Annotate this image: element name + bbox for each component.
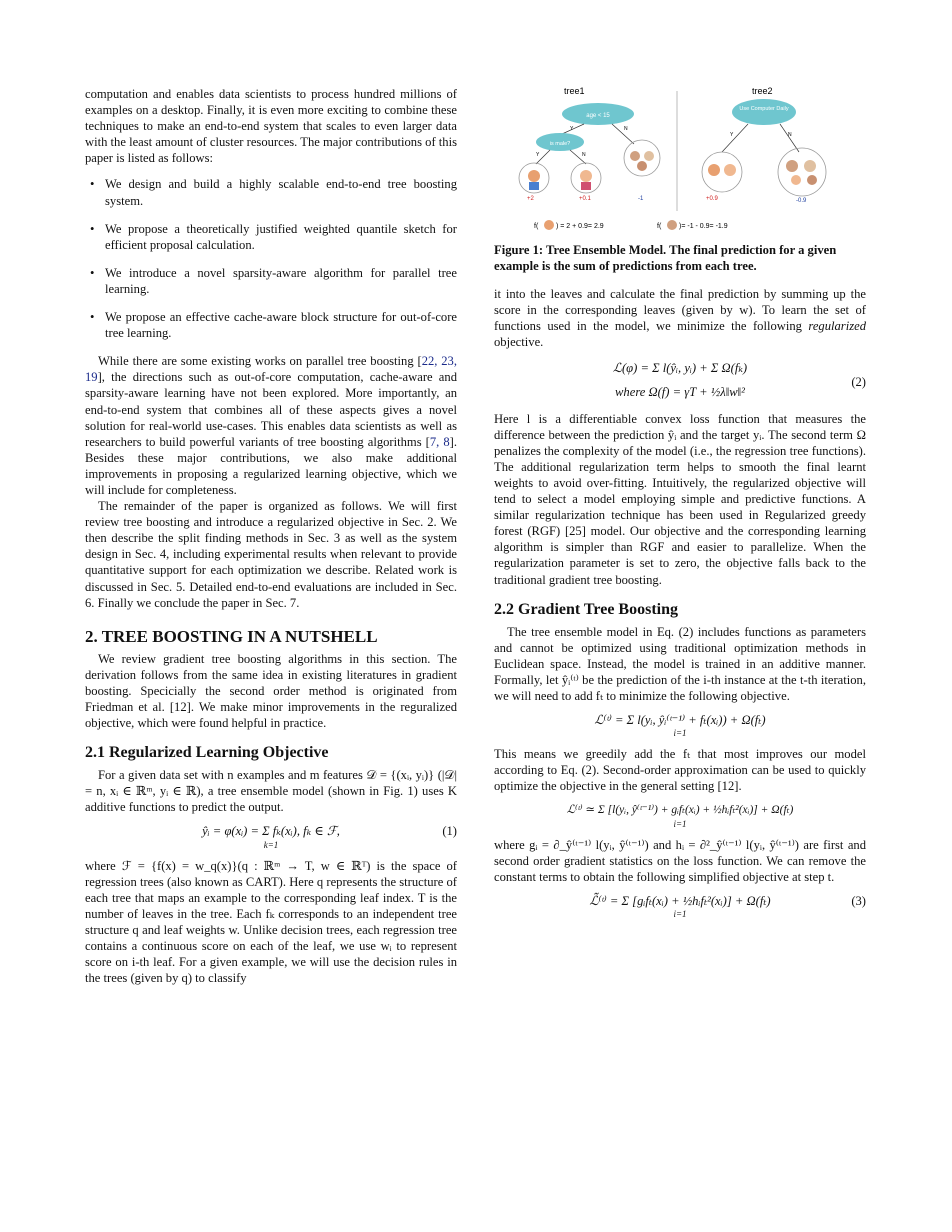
computer-node-label: Use Computer Daily: [739, 106, 789, 112]
person-icon: [529, 182, 539, 190]
edge-label: N: [788, 132, 792, 138]
tree2-label: tree2: [752, 86, 773, 96]
person-icon: [637, 161, 647, 171]
person-icon: [807, 175, 817, 185]
formula-boy: ) = 2 + 0.9= 2.9: [556, 223, 604, 230]
person-icon: [580, 170, 592, 182]
gradient-boosting-paragraph: The tree ensemble model in Eq. (2) includes functions as parameters and cannot be optimized using traditional optimization methods in Euclidean space. Instead, the model is trained in an additive manner. Formally, let ŷᵢ⁽ᵗ⁾ be the prediction of the i-th instance at the t-th iteration, we will need to add fₜ to minimize the following objective.: [494, 624, 866, 703]
loss-paragraph: Here l is a differentiable convex loss function that measures the difference between the prediction ŷᵢ and the target yᵢ. The second term Ω penalizes the complexity of the model (i.e., the regression tree functions). The additional regularization term helps to smooth the final learnt weights to avoid over-fitting. Intuitively, the regularized objective will tend to select a model employing simple and predictive functions. A similar regularization technique has been used in Regularized greedy forest (RGF) [25] model. Our objective and the corresponding learning algorithm is simpler than RGF and easier to parallelize. When the regularization parameter is set to zero, the objective falls back to the traditional gradient tree boosting.: [494, 411, 866, 587]
person-icon: [791, 175, 801, 185]
edge: [780, 124, 799, 152]
list-item: • We design and build a highly scalable end-to-end tree boosting system.: [85, 176, 457, 208]
left-column: [85, 86, 457, 986]
subsection-heading: 2.1 Regularized Learning Objective: [85, 744, 329, 762]
edge: [612, 124, 634, 144]
tree1-label: tree1: [564, 86, 585, 96]
person-icon: [708, 164, 720, 176]
edge-label: N: [582, 152, 586, 158]
equation-1: ŷᵢ = φ(xᵢ) = Σ fₖ(xᵢ), fₖ ∈ ℱ, k=1 (1): [202, 824, 457, 850]
person-icon: [786, 160, 798, 172]
leaf-score: -1: [638, 196, 644, 202]
equation-2: ℒ(φ) = Σ l(ŷᵢ, yᵢ) + Σ Ω(fₖ) where Ω(f) = γT + ½λ‖w‖² (2): [612, 361, 866, 400]
formula-f: f(: [534, 223, 539, 230]
section-heading: 2. TREE BOOSTING IN A NUTSHELL: [85, 626, 378, 646]
person-icon: [528, 170, 540, 182]
equation-number: (2): [851, 375, 866, 390]
edge-label: N: [624, 126, 628, 132]
objective-paragraph: it into the leaves and calculate the final prediction by summing up the score in the corresponding leaves (given by w). To learn the set of functions used in the model, we minimize the following regularized objective.: [494, 287, 866, 350]
person-icon: [724, 164, 736, 176]
leaf-score: +0.1: [579, 196, 591, 202]
equation-3: ℒ̃⁽ᵗ⁾ = Σ [gᵢfₜ(xᵢ) + ½hᵢfₜ²(xᵢ)] + Ω(fₜ) i=1 (3): [589, 893, 866, 919]
leaf-circle: [702, 152, 742, 192]
organization-paragraph: The remainder of the paper is organized as follows. We will first review tree boosting and introduce a regularized objective in Sec. 2. We then describe the split finding methods in Sec. 3 as well as the system design in Sec. 4, including experimental results when relevant to provide quantitative support for each optimization we describe. Related work is discussed in Sec. 5. Detailed end-to-end evaluations are included in Sec. 6. Finally we conclude the paper in Sec. 7.: [85, 499, 457, 610]
subsection-heading: 2.2 Gradient Tree Boosting: [494, 600, 678, 618]
list-item: • We propose a theoretically justified weighted quantile sketch for efficient proposal calculation.: [85, 221, 457, 253]
leaf-score: -0.9: [796, 198, 807, 204]
grandpa-icon: [667, 220, 677, 230]
greedy-paragraph: This means we greedily add the fₜ that most improves our model according to Eq. (2). Second-order approximation can be used to quickly optimize the objective in the general setting [12].: [494, 747, 866, 794]
figure-caption: Figure 1: Tree Ensemble Model. The final prediction for a given example is the sum of predictions from each tree.: [494, 243, 837, 273]
cart-paragraph: where ℱ = {f(x) = w_q(x)}(q : ℝᵐ → T, w ∈ ℝᵀ) is the space of regression trees (also known as CART). Here q represents the structure of each tree that maps an example to the corresponding leaf index. T is the number of leaves in the tree. Each fₖ corresponds to an independent tree structure q and leaf weights w. Unlike decision trees, each regression tree contains a continuous score on each of the leaf, we use wᵢ to represent score on i-th leaf. For a given example, we will use the decision rules in the trees (given by q) to classify: [85, 858, 457, 986]
person-icon: [644, 151, 654, 161]
equation-second-order: ℒ⁽ᵗ⁾ ≃ Σ [l(yᵢ, ŷ⁽ᵗ⁻¹⁾) + gᵢfₜ(xᵢ) + ½hᵢfₜ²(xᵢ)] + Ω(fₜ) i=1: [566, 804, 794, 829]
list-item: • We introduce a novel sparsity-aware algorithm for parallel tree learning.: [85, 265, 457, 297]
intro-paragraph: computation and enables data scientists to process hundred millions of examples on a desktop. Finally, it is even more exciting to combine these techniques to make an end-to-end system that scales to even larger data with the least amount of cluster resources. The major contributions of this paper is listed as follows:: [85, 87, 457, 166]
tree-figure-svg: [494, 86, 866, 236]
male-node-label: is male?: [549, 141, 571, 147]
related-work-paragraph: While there are some existing works on parallel tree boosting [22, 23, 19], the directions such as out-of-core computation, cache-aware and sparsity-aware learning have not been explored. More importantly, an end-to-end system that combines all of these aspects gives a novel solution for real-world use-cases. This enables data scientists as well as researchers to build powerful variants of tree boosting algorithms [7, 8]. Besides these major contributions, we also make additional improvements in proposing a regularized learning objective, which we will include for completeness.: [85, 354, 458, 497]
person-icon: [581, 182, 591, 190]
section2-paragraph: We review gradient tree boosting algorithms in this section. The derivation follows from the same idea in existing literatures in gradient boosting. Specicially the second order method is originated from Friedman et al. [12]. We make minor improvements in the reguralized objective, which were found helpful in practice.: [85, 651, 457, 731]
tree-ensemble-figure: [494, 86, 866, 236]
age-node-label: age < 15: [586, 113, 610, 119]
edge: [722, 124, 748, 152]
contributions-list: [85, 176, 457, 341]
citation-link[interactable]: 22, 23, 19: [85, 354, 458, 385]
edge-label: Y: [570, 126, 574, 132]
gradient-stats-paragraph: where gᵢ = ∂_ŷ⁽ᵗ⁻¹⁾ l(yᵢ, ŷ⁽ᵗ⁻¹⁾) and hᵢ = ∂²_ŷ⁽ᵗ⁻¹⁾ l(yᵢ, ŷ⁽ᵗ⁻¹⁾) are first and second order gradient statistics on the loss function. We can remove the constant terms to obtain the following simplified objective at step t.: [494, 837, 866, 884]
right-column: [494, 86, 866, 927]
formula-grandpa: )= -1 - 0.9= -1.9: [679, 223, 728, 230]
citation-link[interactable]: 7, 8: [429, 434, 450, 449]
equation-number: (3): [851, 893, 866, 908]
equation-additive: ℒ⁽ᵗ⁾ = Σ l(yᵢ, ŷᵢ⁽ᵗ⁻¹⁾ + fₜ(xᵢ)) + Ω(fₜ) i=1: [594, 713, 766, 739]
boy-icon: [544, 220, 554, 230]
subsection21-paragraph: For a given data set with n examples and m features 𝒟 = {(xᵢ, yᵢ)} (|𝒟| = n, xᵢ ∈ ℝᵐ, yᵢ ∈ ℝ), a tree ensemble model (shown in Fig. 1) uses K additive functions to predict the output.: [85, 768, 457, 815]
list-item: • We propose an effective cache-aware block structure for out-of-core tree learning.: [85, 309, 457, 341]
equation-number: (1): [442, 824, 457, 839]
computer-node: [732, 99, 796, 125]
person-icon: [804, 160, 816, 172]
leaf-circle: [778, 148, 826, 196]
edge-label: Y: [730, 132, 734, 138]
edge-label: Y: [536, 152, 540, 158]
leaf-score: +2: [527, 196, 534, 202]
formula-f: f(: [657, 223, 662, 230]
person-icon: [630, 151, 640, 161]
leaf-score: +0.9: [706, 196, 718, 202]
